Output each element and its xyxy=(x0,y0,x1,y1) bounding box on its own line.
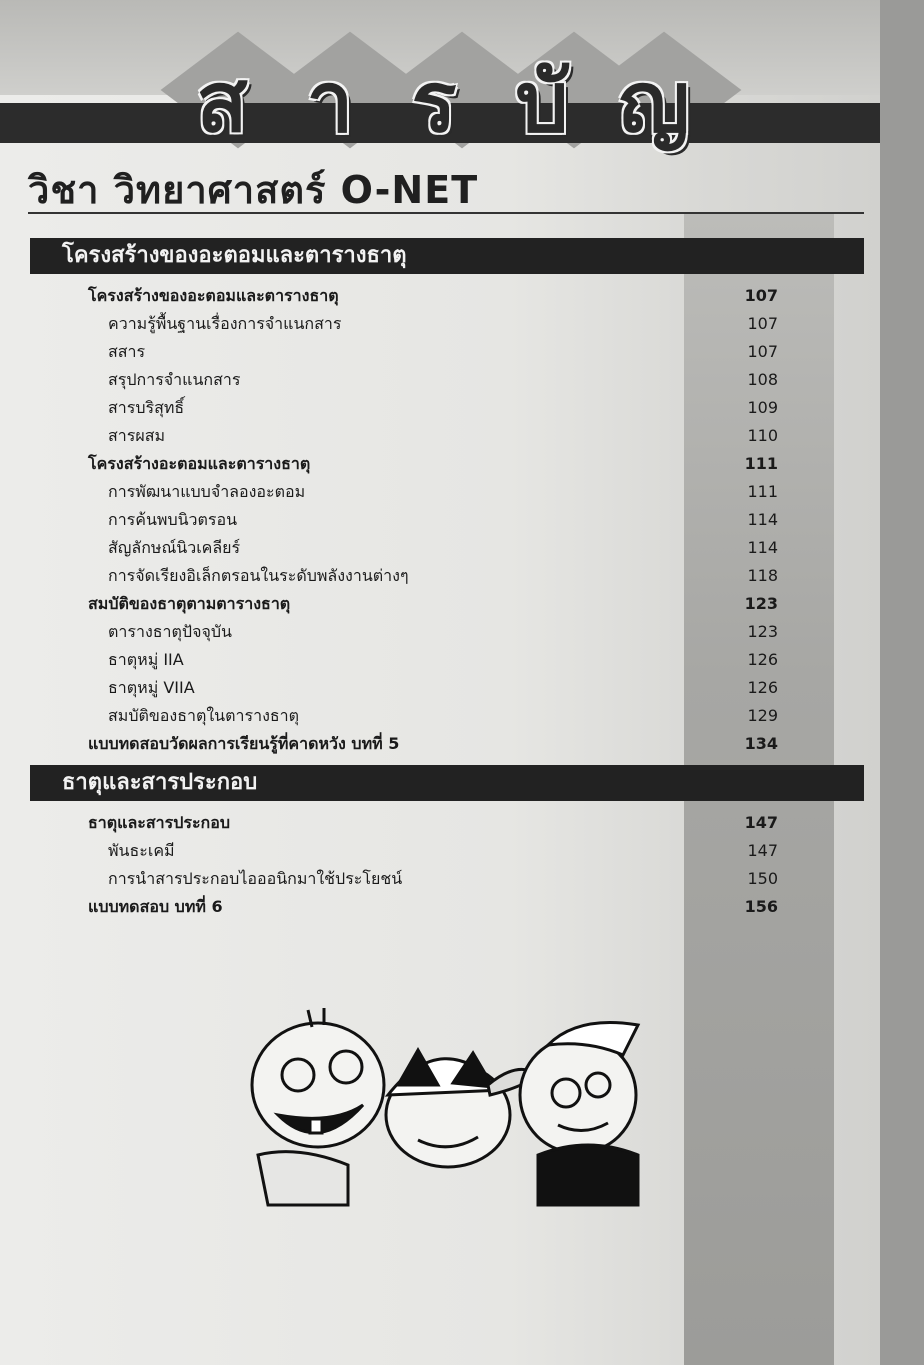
toc-entry-label: สสาร xyxy=(108,342,146,361)
toc-entry xyxy=(0,837,880,865)
subject-title: วิชา วิทยาศาสตร์ O-NET xyxy=(28,168,479,212)
toc-entry-label: แบบทดสอบ บทที่ 6 xyxy=(88,897,223,916)
toc-entry xyxy=(0,590,880,618)
toc-entry-label: การจัดเรียงอิเล็กตรอนในระดับพลังงานต่างๆ xyxy=(108,566,409,585)
toc-entry xyxy=(0,702,880,730)
toc-entry xyxy=(0,646,880,674)
toc-entry xyxy=(0,730,880,758)
toc-entry xyxy=(0,562,880,590)
toc-entry-page: 111 xyxy=(744,454,778,473)
toc-entry-label: สมบัติของธาตุในตารางธาตุ xyxy=(108,706,300,725)
subject-rule xyxy=(28,212,864,214)
title-letter-2: า xyxy=(306,53,354,151)
toc-entry xyxy=(0,534,880,562)
title-letter-4: บั xyxy=(515,53,569,151)
toc-entry-label: ธาตุหมู่ IIA xyxy=(108,650,184,669)
toc-entry-page: 107 xyxy=(747,314,778,333)
section-title-1: โครงสร้างของอะตอมและตารางธาตุ xyxy=(30,238,864,274)
toc-entry-label: สารบริสุทธิ์ xyxy=(108,398,185,417)
toc-entry-label: การนำสารประกอบไอออนิกมาใช้ประโยชน์ xyxy=(108,869,403,888)
toc-entry-label: โครงสร้างอะตอมและตารางธาตุ xyxy=(88,454,311,473)
toc-entry xyxy=(0,422,880,450)
page-edge-shade xyxy=(880,0,924,1365)
toc-entry-label: ธาตุและสารประกอบ xyxy=(88,813,230,832)
toc-entry xyxy=(0,865,880,893)
title-letter-5: ญ xyxy=(618,53,690,151)
toc-entry-page: 107 xyxy=(747,342,778,361)
toc-entry-page: 126 xyxy=(747,678,778,697)
toc-entry xyxy=(0,674,880,702)
cartoon-kids-illustration xyxy=(238,1005,658,1215)
toc-entry-label: สัญลักษณ์นิวเคลียร์ xyxy=(108,538,241,557)
toc-entry xyxy=(0,506,880,534)
toc-entry-label: ความรู้พื้นฐานเรื่องการจำแนกสาร xyxy=(108,314,342,333)
toc-entry-page: 147 xyxy=(747,841,778,860)
toc-entry-page: 134 xyxy=(744,734,778,753)
toc-entry xyxy=(0,338,880,366)
toc-entry-label: การพัฒนาแบบจำลองอะตอม xyxy=(108,482,306,501)
toc-entry-page: 126 xyxy=(747,650,778,669)
toc-entry-label: ธาตุหมู่ VIIA xyxy=(108,678,195,697)
toc-entry-page: 118 xyxy=(747,566,778,585)
toc-entry-page: 111 xyxy=(747,482,778,501)
toc-entry-page: 108 xyxy=(747,370,778,389)
toc-entry-page: 114 xyxy=(747,510,778,529)
toc-entry-label: สารผสม xyxy=(108,426,166,445)
toc-entry-label: แบบทดสอบวัดผลการเรียนรู้ที่คาดหวัง บทที่ 5 xyxy=(88,734,400,753)
toc-entry xyxy=(0,394,880,422)
toc-entry-page: 107 xyxy=(744,286,778,305)
toc-entry xyxy=(0,809,880,837)
toc-entry-label: การค้นพบนิวตรอน xyxy=(108,510,238,529)
toc-entry xyxy=(0,310,880,338)
toc-entry xyxy=(0,618,880,646)
toc-entry-label: โครงสร้างของอะตอมและตารางธาตุ xyxy=(88,286,339,305)
toc-entry-label: สรุปการจำแนกสาร xyxy=(108,370,241,389)
title-letter-1: ส xyxy=(196,53,248,151)
section-title-2: ธาตุและสารประกอบ xyxy=(30,765,864,801)
toc-entry xyxy=(0,282,880,310)
toc-entry-page: 109 xyxy=(747,398,778,417)
toc-entry-page: 129 xyxy=(747,706,778,725)
toc-entry-label: ตารางธาตุปัจจุบัน xyxy=(108,622,232,641)
toc-entry-page: 114 xyxy=(747,538,778,557)
toc-entry xyxy=(0,450,880,478)
toc-entry xyxy=(0,366,880,394)
toc-entry xyxy=(0,478,880,506)
title-letter-3: ร xyxy=(411,53,457,151)
toc-entry-label: สมบัติของธาตุตามตารางธาตุ xyxy=(88,594,291,613)
toc-entry-page: 110 xyxy=(747,426,778,445)
toc-entry-label: พันธะเคมี xyxy=(108,841,175,860)
toc-entry-page: 147 xyxy=(744,813,778,832)
toc-entry-page: 123 xyxy=(747,622,778,641)
toc-entry-page: 123 xyxy=(744,594,778,613)
toc-entry-page: 156 xyxy=(744,897,778,916)
toc-entry xyxy=(0,893,880,921)
toc-entry-page: 150 xyxy=(747,869,778,888)
